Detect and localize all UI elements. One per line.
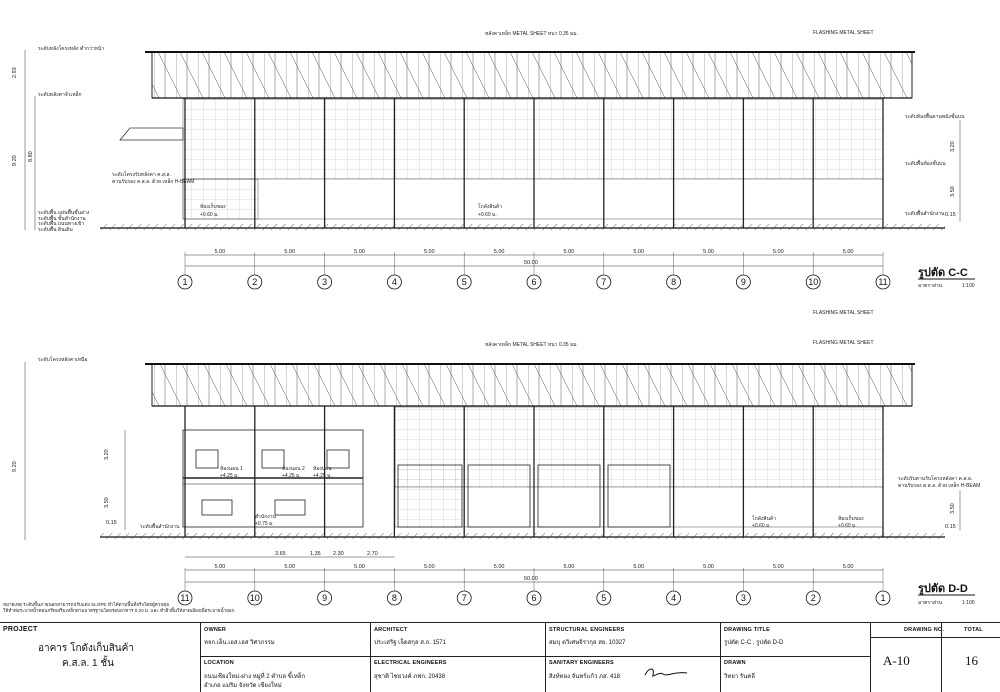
span-dim: 5.00 — [563, 249, 575, 255]
section-cc-title: รูปตัด C-C — [918, 267, 968, 279]
height-4: 9.20 — [12, 461, 18, 472]
mid-note-cc: ระดับโครงรับหลังคา ค.ส.ล. — [112, 172, 171, 178]
axis-bubble-dd-label: 1 — [880, 593, 886, 603]
axis-bubble-dd-label: 11 — [180, 593, 190, 603]
span-dim: 5.00 — [772, 564, 784, 570]
location-line2: อำเภอ แม่ริม จังหวัด เชียงใหม่ — [204, 683, 282, 689]
section-cc-scale-label: มาตราส่วน — [918, 283, 943, 289]
room-dd1: ห้องนอน 1 — [220, 466, 243, 472]
left-label-3: ระดับโครงหลังคาเหนือ — [38, 357, 88, 363]
left-label-7: ระดับพื้น ดินเดิม — [38, 227, 73, 233]
room-dd5-level: +0.60 ม. — [752, 523, 771, 529]
flashing-note-cc: FLASHING METAL SHEET — [813, 30, 874, 36]
left-label-dd: ระดับพื้นสำนักงาน — [140, 524, 180, 530]
room-dd5: โกดังสินค้า — [752, 516, 777, 522]
room-dd6-level: +0.60 ม. — [838, 523, 857, 529]
room-cc2-level: +0.60 ม. — [478, 212, 497, 218]
span-dim: 5.00 — [563, 564, 575, 570]
section-dd-title: รูปตัด D-D — [918, 583, 968, 595]
height-3: 9.20 — [12, 155, 18, 166]
roof-dd — [152, 364, 912, 406]
axis-bubble-cc-label: 8 — [671, 277, 677, 287]
span-dim: 5.00 — [703, 564, 714, 570]
height-1: 2.93 — [12, 67, 18, 78]
section-dd-scale: 1:100 — [962, 600, 975, 606]
room-cc2: โกดังสินค้า — [478, 204, 503, 210]
architect-cell: ARCHITECT ประเสริฐ เจ็ดสกุล ส.ถ. 1571 ELECTRICAL ENGINEERS สุชาติ ไชยวงค์ ภฟก. 20438 — [370, 623, 545, 692]
height-10: 0.15 — [945, 212, 956, 218]
height-8: 3.20 — [950, 141, 956, 152]
axis-bubble-dd-label: 10 — [249, 593, 260, 603]
left-label-6: ระดับพื้น ถนนทางเข้า — [38, 221, 85, 227]
owner-value: หจก.เอ็น.เอส.เอส วิศวกรรม — [204, 640, 275, 646]
span-dim: 5.00 — [633, 249, 645, 255]
drawing-title-cell: DRAWING TITLE รูปตัด C-C , รูปตัด D-D DRAWN วิทยา รันคลี — [720, 623, 870, 692]
sub-dim-2: 1.35 — [310, 551, 321, 557]
project-sub: ค.ส.ล. 1 ชั้น — [62, 658, 114, 669]
room-dd2-level: +4.25 ม. — [282, 473, 301, 479]
mid-note-cc2: คานรับรอง ค.ส.ล. ด้วย เหล็ก H-BEAM — [112, 179, 195, 185]
span-dim: 5.00 — [214, 564, 226, 570]
section-cc-scale: 1:100 — [962, 283, 975, 289]
axis-bubble-cc-label: 9 — [740, 277, 746, 287]
span-dim: 5.00 — [423, 249, 435, 255]
right-label-1: ระดับท้องพื้นคานพนังชั้นบน — [905, 114, 965, 120]
room-dd4: สำนักงาน — [255, 514, 276, 520]
axis-bubble-dd-label: 7 — [461, 593, 467, 603]
span-dim: 5.00 — [772, 249, 784, 255]
room-cc1: ห้องเก็บของ — [200, 204, 226, 210]
axis-bubble-cc-label: 5 — [461, 277, 467, 287]
section-dd-scale-label: มาตราส่วน — [918, 600, 943, 606]
axis-bubble-cc-label: 4 — [391, 277, 397, 287]
room-dd1-level: +4.25 ม. — [220, 473, 239, 479]
left-label-5: ระดับพื้น ชั้นสำนักงาน — [38, 216, 86, 222]
span-dim: 5.00 — [284, 249, 296, 255]
project-name: อาคาร โกดังเก็บสินค้า — [38, 643, 134, 654]
right-note-dd2: คานรับรอง ค.ส.ล. ด้วย เหล็ก H-BEAM — [898, 483, 981, 489]
total-dim-cc: 50.00 — [524, 260, 538, 266]
height-9: 3.50 — [950, 186, 956, 197]
sub-dim-1: 3.65 — [275, 551, 286, 557]
axis-bubble-dd-label: 4 — [671, 593, 677, 603]
flashing-note-dd2: FLASHING METAL SHEET — [813, 340, 874, 346]
right-note-dd: ระดับรับคานรับโครงหลังคา ค.ส.ล. — [898, 476, 973, 482]
structural-cell: STRUCTURAL ENGINEERS สมบุ ตวิเศษจิรากุล สย. 10327 SANITARY ENGINEERS สิงห์ทอง จันทร์แก้ว ภส. 418 — [545, 623, 720, 692]
axis-bubble-dd-label: 2 — [810, 593, 816, 603]
flashing-note-dd: FLASHING METAL SHEET — [813, 310, 874, 316]
axis-bubble-dd-label: 9 — [322, 593, 328, 603]
sub-dim-3: 2.30 — [333, 551, 344, 557]
room-cc1-level: +0.60 ม. — [200, 212, 219, 218]
ground-cc — [100, 224, 945, 230]
location-line1: ถนนเชียงใหม่-ฝาง หมู่ที่ 2 ตำบล ขี้เหล็ก — [204, 674, 306, 680]
height-11: 3.50 — [950, 503, 956, 514]
room-dd2: ห้องนอน 2 — [282, 466, 305, 472]
drawing-title: รูปตัด C-C , รูปตัด D-D — [724, 640, 784, 646]
span-dim: 5.00 — [842, 249, 854, 255]
roof-note-dd: หลังคาเหล็ก METAL SHEET หนา 0.35 มม. — [485, 342, 578, 348]
span-dim: 5.00 — [423, 564, 435, 570]
roof-cc — [152, 52, 912, 98]
span-dim: 5.00 — [354, 249, 365, 255]
right-label-2: ระดับพื้นห้องชั้นบน — [905, 161, 946, 167]
axis-bubble-dd-label: 8 — [391, 593, 397, 603]
axis-bubble-dd-label: 3 — [740, 593, 746, 603]
drawing-number: A-10 — [883, 653, 910, 668]
room-dd4-level: +0.75 ม. — [255, 521, 274, 527]
total-dim-dd: 50.00 — [524, 576, 538, 582]
height-5: 3.20 — [104, 449, 110, 460]
architect-value: ประเสริฐ เจ็ดสกุล ส.ถ. 1571 — [374, 640, 446, 646]
axis-bubble-cc-label: 3 — [322, 277, 328, 287]
room-dd6: ห้องเก็บของ — [838, 516, 864, 522]
span-dim: 5.00 — [354, 564, 365, 570]
span-dim: 5.00 — [493, 564, 505, 570]
wall-grid-cc — [183, 99, 883, 179]
ground-dd — [100, 533, 945, 539]
axis-bubble-cc-label: 1 — [182, 277, 188, 287]
room-dd3-level: +4.25 ม. — [313, 473, 332, 479]
structural-value: สมบุ ตวิเศษจิรากุล สย. 10327 — [549, 640, 626, 646]
span-dim: 5.00 — [214, 249, 226, 255]
left-label-2: ระดับหลังคาจั่วเหล็ก — [38, 92, 82, 98]
span-dim: 5.00 — [703, 249, 714, 255]
axis-bubble-cc-label: 11 — [878, 277, 888, 287]
general-note: หมายเหตุ ระดับพื้นภายนอกสามารถปรับแต่ง SLOPE ทำได้ตามพื้นที่จริงโดยผู้ควบคุม ให้ทำท่อระบายน้ำคอนกรีตเสริมเหล็กตามมาตรฐานโดยรอบอาคาร 0.20 ม. และ ทำผิวพื้นให้ลาดเอียงเพื่อระบายน้ำออก — [3, 602, 235, 613]
drawn-by: วิทยา รันคลี — [724, 674, 755, 680]
axis-bubble-dd-label: 6 — [531, 593, 537, 603]
signature — [641, 665, 691, 681]
sanitary-value: สิงห์ทอง จันทร์แก้ว ภส. 418 — [549, 674, 620, 680]
left-label-1: ระดับหลังโครงหลัง ต่ำกว่าหน้า — [38, 46, 105, 52]
owner-cell: OWNER หจก.เอ็น.เอส.เอส วิศวกรรม LOCATION ถนนเชียงใหม่-ฝาง หมู่ที่ 2 ตำบล ขี้เหล็ก อำเภอ แม่ริม จังหวัด เชียงใหม่ — [200, 623, 370, 692]
left-label-4: ระดับพื้น แผ่นพื้นชั้นล่าง — [38, 210, 90, 216]
right-label-3: ระดับพื้นสำนักงาน — [905, 211, 945, 217]
title-block — [0, 622, 1000, 692]
project-cell: PROJECT อาคาร โกดังเก็บสินค้า ค.ส.ล. 1 ชั้น — [3, 626, 134, 669]
axis-bubble-dd-label: 5 — [601, 593, 607, 603]
roof-note-cc: หลังคาเหล็ก METAL SHEET หนา 0.35 มม. — [485, 31, 578, 37]
total-sheets: 16 — [965, 653, 978, 668]
span-dim: 5.00 — [284, 564, 296, 570]
height-12: 0.15 — [945, 524, 956, 530]
height-6: 3.50 — [104, 497, 110, 508]
wall-lower-cc — [183, 179, 883, 219]
electrical-value: สุชาติ ไชยวงค์ ภฟก. 20438 — [374, 674, 446, 680]
axis-bubble-cc-label: 6 — [531, 277, 537, 287]
span-dim: 5.00 — [493, 249, 505, 255]
height-7: 0.15 — [106, 520, 117, 526]
sub-dim-4: 2.70 — [367, 551, 378, 557]
span-dim: 5.00 — [842, 564, 854, 570]
span-dim: 5.00 — [633, 564, 645, 570]
axis-bubble-cc-label: 7 — [601, 277, 607, 287]
section-cc — [100, 52, 945, 266]
axis-bubble-cc-label: 2 — [252, 277, 258, 287]
axis-bubble-cc-label: 10 — [808, 277, 819, 287]
height-2: 8.80 — [28, 151, 34, 162]
drawing-no-cell: DRAWING NO. TOTAL A-10 16 — [870, 623, 1000, 692]
room-dd3: ห้องนอน — [313, 466, 332, 472]
